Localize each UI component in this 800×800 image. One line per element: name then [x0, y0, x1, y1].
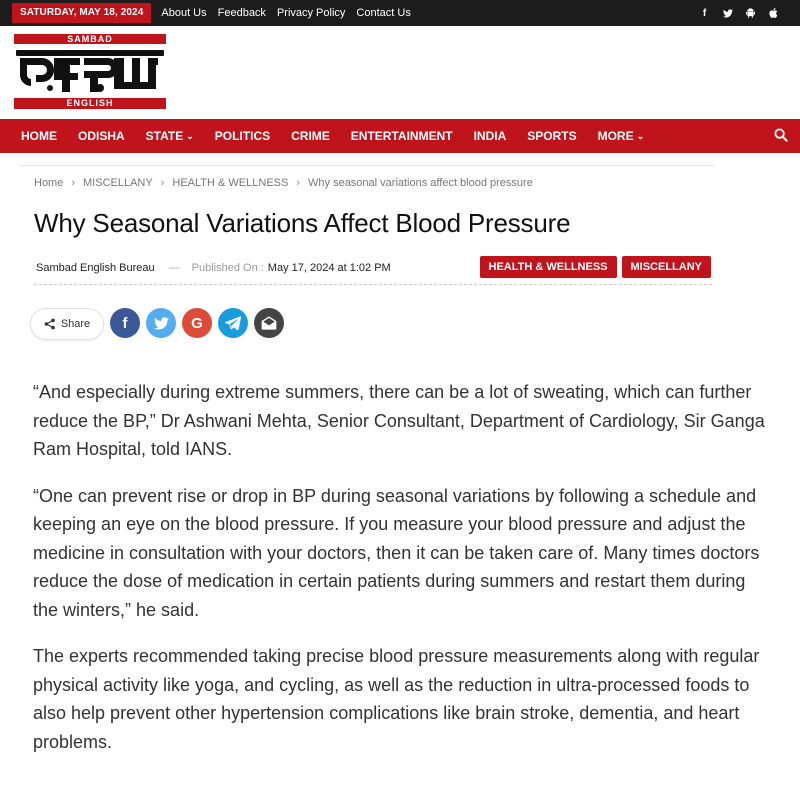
nav-entertainment[interactable]: ENTERTAINMENT [350, 129, 453, 143]
tag-miscellany[interactable]: MISCELLANY [622, 256, 712, 278]
article-paragraph: “And especially during extreme summers, there can be a lot of sweating, which can further reduce the BP,” Dr Ashwani Mehta, Senior Consultant, Department of Cardiology, Sir Ganga Ram Hospital, told IANS. [33, 382, 765, 459]
twitter-icon[interactable] [723, 9, 732, 18]
chevron-right-icon: › [71, 177, 76, 189]
share-button[interactable] [30, 308, 104, 340]
android-icon[interactable] [746, 8, 755, 18]
published-date: May 17, 2024 at 1:02 PM [267, 262, 391, 274]
share-icon [44, 318, 56, 330]
share-label: Share [60, 318, 91, 330]
search-icon[interactable] [774, 128, 788, 147]
author-name[interactable]: Sambad English Bureau [36, 262, 155, 274]
google-icon: G [191, 314, 203, 332]
breadcrumb-current: Why seasonal variations affect blood pressure [308, 177, 533, 189]
apple-icon[interactable] [769, 8, 778, 18]
top-links [161, 7, 421, 19]
telegram-icon [225, 316, 241, 330]
email-icon [261, 316, 277, 330]
meta-separator: — [168, 262, 180, 274]
twitter-icon [154, 317, 169, 330]
twitter-share-button[interactable] [146, 308, 176, 338]
telegram-share-button[interactable] [218, 308, 248, 338]
article-tags [480, 256, 711, 278]
divider [20, 165, 714, 166]
top-bar [0, 0, 800, 26]
published-label: Published On : [191, 262, 264, 274]
facebook-icon[interactable]: f [702, 7, 707, 19]
chevron-right-icon: › [296, 177, 301, 189]
nav-more[interactable]: MORE ⌄ [597, 129, 645, 143]
article-title: Why Seasonal Variations Affect Blood Pressure [34, 208, 571, 238]
article-meta [36, 262, 391, 274]
nav-sports[interactable]: SPORTS [527, 129, 577, 143]
breadcrumb-miscellany[interactable]: MISCELLANY [83, 177, 153, 189]
article-paragraph: The experts recommended taking precise blood pressure measurements along with regular physical activity like yoga, and cycling, as well as the reduction in ultra-processed foods to also help prevent other hypertension complications like brain stroke, dementia, and heart problems. [33, 646, 760, 752]
feedback-link[interactable]: Feedback [217, 7, 266, 19]
nav-state[interactable]: STATE ⌄ [145, 129, 194, 143]
nav-crime[interactable]: CRIME [291, 129, 330, 143]
article-paragraph: “One can prevent rise or drop in BP during seasonal variations by following a schedule and keeping an eye on the blood pressure. If you measure your blood pressure and adjust the medicine in consultation with your doctors, then it can be taken care of. Many times doctors reduce the dose of medication in certain patients during summers and restart them during the winters,” he said. [33, 485, 760, 620]
date-badge: SATURDAY, MAY 18, 2024 [12, 3, 151, 23]
meta-divider [34, 284, 712, 285]
chevron-down-icon: ⌄ [186, 130, 194, 141]
facebook-share-button[interactable] [110, 308, 140, 338]
share-icons [110, 308, 284, 338]
facebook-icon: f [122, 314, 128, 332]
nav-politics[interactable]: POLITICS [214, 129, 271, 143]
social-links [700, 0, 778, 26]
breadcrumb [34, 177, 533, 189]
main-nav [0, 119, 800, 153]
logo-script [14, 44, 166, 98]
site-logo[interactable] [14, 34, 166, 110]
google-share-button[interactable] [182, 308, 212, 338]
article-body [33, 378, 773, 774]
breadcrumb-health-wellness[interactable]: HEALTH & WELLNESS [172, 177, 289, 189]
logo-bottom-text: ENGLISH [14, 98, 166, 109]
chevron-right-icon: › [160, 177, 165, 189]
chevron-down-icon: ⌄ [636, 130, 645, 141]
breadcrumb-home[interactable]: Home [34, 177, 64, 189]
contact-us-link[interactable]: Contact Us [356, 7, 411, 19]
privacy-policy-link[interactable]: Privacy Policy [276, 7, 346, 19]
logo-top-text: SAMBAD [14, 34, 166, 44]
email-share-button[interactable] [254, 308, 284, 338]
nav-home[interactable]: HOME [21, 129, 57, 143]
tag-health-wellness[interactable]: HEALTH & WELLNESS [480, 256, 617, 278]
nav-india[interactable]: INDIA [473, 129, 507, 143]
about-us-link[interactable]: About Us [161, 7, 207, 19]
nav-odisha[interactable]: ODISHA [78, 129, 125, 143]
